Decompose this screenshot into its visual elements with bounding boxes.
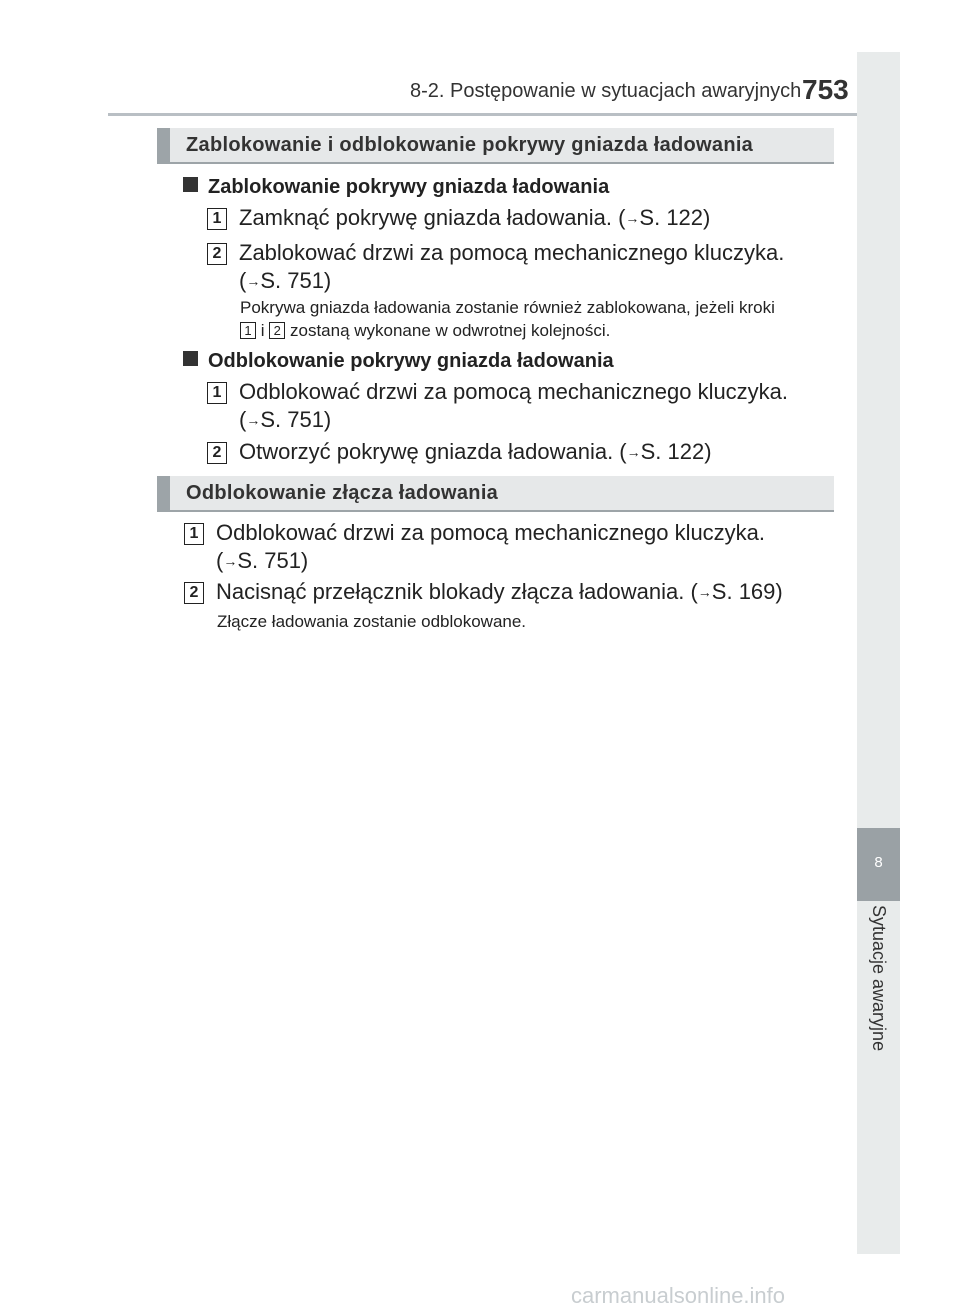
chapter-tab-number[interactable]: 8 (857, 828, 900, 901)
arrow-icon: → (625, 210, 640, 226)
step-number-mini: 1 (240, 322, 256, 339)
step-text: Zamknąć pokrywę gniazda ładowania. (→S. 122) (239, 205, 711, 230)
arrow-icon: → (223, 553, 238, 569)
note-text: 1 i 2 zostaną wykonane w odwrotnej kolejności. (240, 318, 610, 344)
step-text: Odblokować drzwi za pomocą mechanicznego kluczyka. (216, 520, 766, 545)
step-number-mini: 2 (269, 322, 285, 339)
square-bullet-icon (183, 351, 198, 366)
chapter-title: 8-2. Postępowanie w sytuacjach awaryjnych (410, 80, 802, 102)
arrow-icon: → (246, 412, 261, 428)
page-reference-link[interactable]: S. 751) (260, 268, 332, 293)
arrow-icon: → (626, 444, 641, 460)
step-number: 1 (207, 382, 227, 404)
step-reference: (→S. 751) (239, 268, 332, 293)
page-number: 753 (802, 74, 849, 105)
section-title: Odblokowanie złącza ładowania (186, 482, 499, 504)
step-reference: (→S. 751) (239, 407, 332, 432)
note-text: Złącze ładowania zostanie odblokowane. (217, 612, 527, 631)
page-reference-link[interactable]: S. 122) (640, 439, 712, 464)
step-text: Otworzyć pokrywę gniazda ładowania. (→S. 122) (239, 439, 712, 464)
header-divider (108, 113, 900, 116)
step-number: 1 (207, 208, 227, 230)
page-reference-link[interactable]: S. 169) (711, 579, 783, 604)
arrow-icon: → (246, 273, 261, 289)
section-heading-lock-unlock-cover (157, 128, 834, 164)
page-reference-link[interactable]: S. 751) (237, 548, 309, 573)
square-bullet-icon (183, 177, 198, 192)
step-text: Odblokować drzwi za pomocą mechanicznego kluczyka. (239, 379, 789, 404)
step-number: 2 (184, 582, 204, 604)
subheading-text: Zablokowanie pokrywy gniazda ładowania (208, 176, 610, 198)
step-text: Nacisnąć przełącznik blokady złącza ładowania. (→S. 169) (216, 579, 783, 604)
subheading-lock-cover (183, 176, 609, 199)
step-number: 2 (207, 442, 227, 464)
page-reference-link[interactable]: S. 122) (639, 205, 711, 230)
subheading-text: Odblokowanie pokrywy gniazda ładowania (208, 350, 614, 372)
subheading-unlock-cover (183, 350, 614, 373)
step-number: 2 (207, 243, 227, 265)
section-title: Zablokowanie i odblokowanie pokrywy gniazda ładowania (186, 134, 754, 156)
section-heading-unlock-connector (157, 476, 834, 512)
arrow-icon: → (697, 584, 712, 600)
page-reference-link[interactable]: S. 751) (260, 407, 332, 432)
step-text: Zablokować drzwi za pomocą mechanicznego kluczyka. (239, 240, 785, 265)
watermark: carmanualsonline.info (571, 1283, 786, 1308)
chapter-tab-label: Sytuacje awaryjne (869, 905, 889, 1052)
step-number: 1 (184, 523, 204, 545)
note-text: Pokrywa gniazda ładowania zostanie również zablokowana, jeżeli kroki (240, 298, 775, 317)
step-reference: (→S. 751) (216, 548, 309, 573)
